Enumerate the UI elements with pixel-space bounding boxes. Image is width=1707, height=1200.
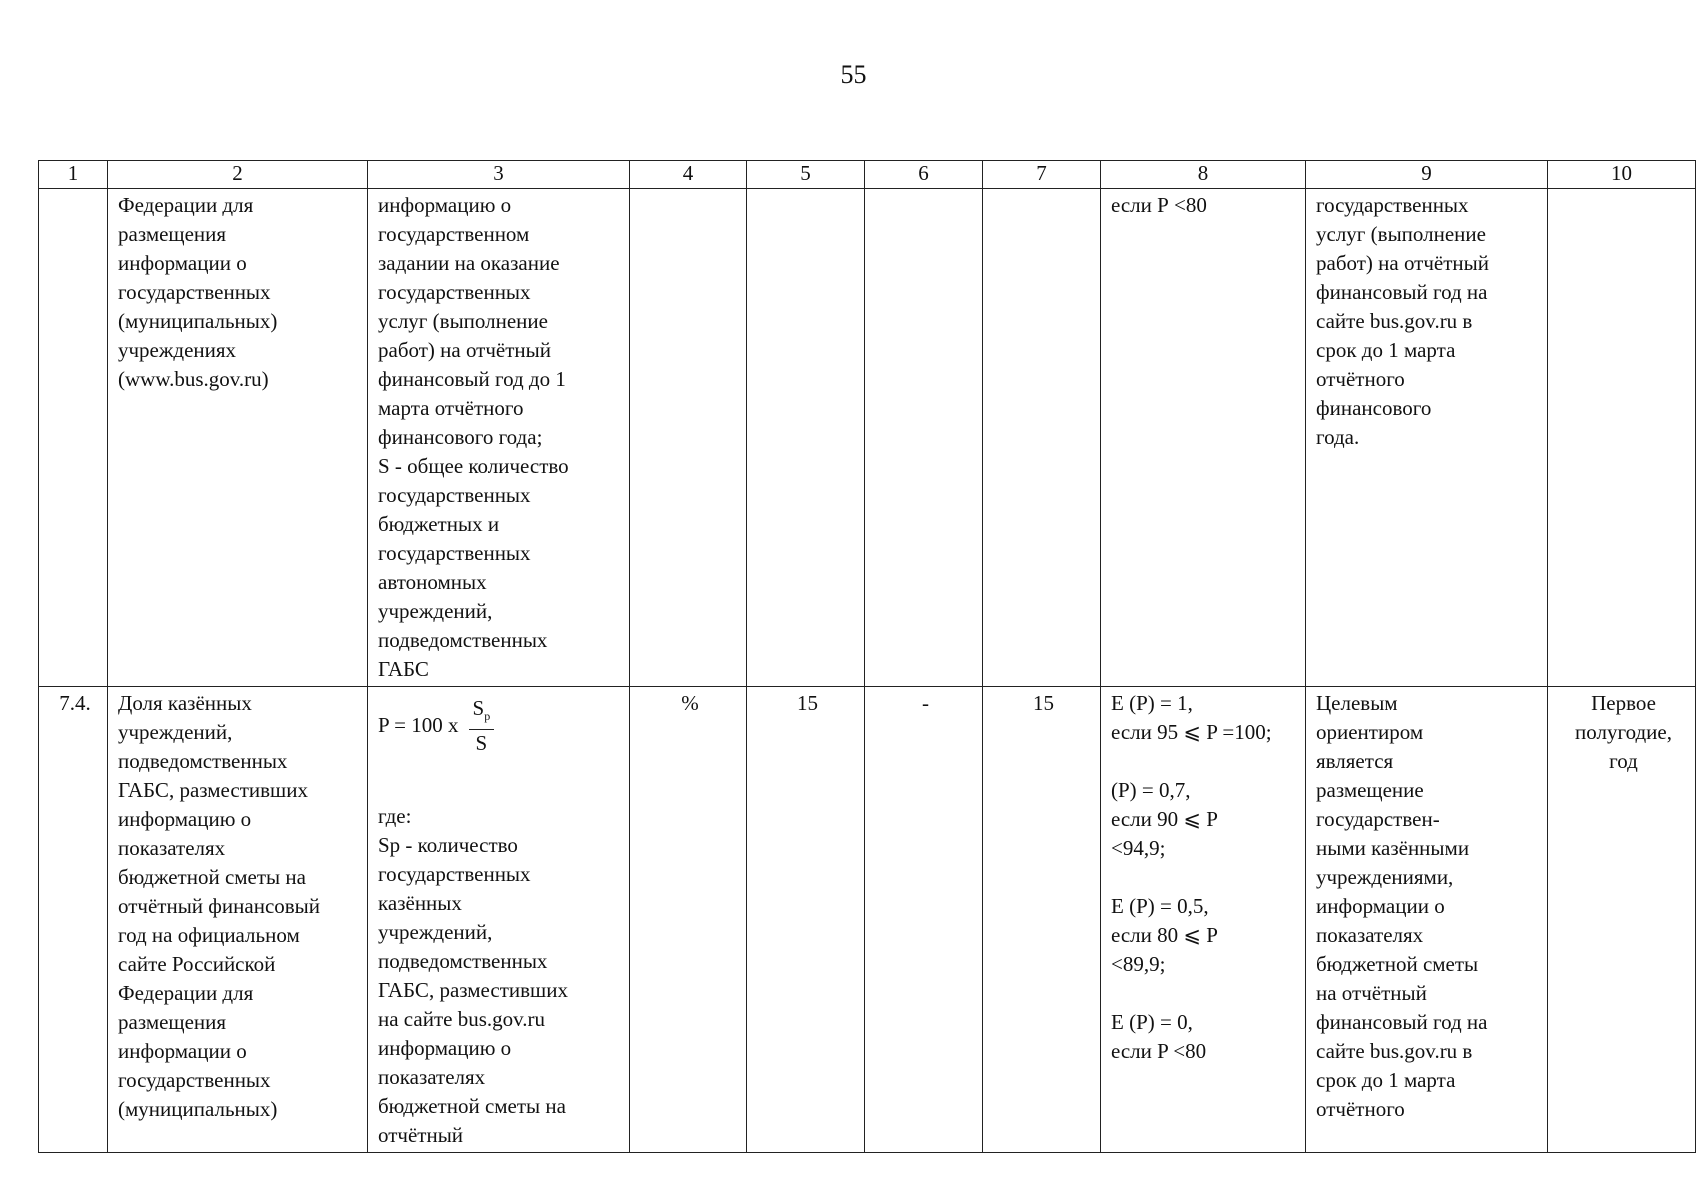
text-line: ными казёнными [1316, 836, 1470, 860]
text-line: сайте Российской [118, 952, 276, 976]
formula-numerator: S [472, 696, 485, 720]
text-line: подведомственных [378, 628, 548, 652]
header-cell: 2 [108, 161, 368, 189]
cell-unit [630, 189, 747, 687]
header-cell: 5 [747, 161, 865, 189]
text-line: бюджетных и [378, 512, 500, 536]
text-line: государственном [378, 222, 530, 246]
header-cell: 8 [1101, 161, 1306, 189]
text-line: сайте bus.gov.ru в [1316, 309, 1473, 333]
text-line: (муниципальных) [118, 1097, 278, 1121]
text-line: бюджетной сметы на [118, 865, 306, 889]
text-line: государственных [1316, 193, 1469, 217]
cell-target [1306, 687, 1548, 1153]
spacer [1111, 979, 1299, 1008]
text-line: <89,9; [1111, 952, 1166, 976]
page-number: 55 [840, 60, 867, 89]
text-line: учреждениями, [1316, 865, 1454, 889]
text-line: показателях [1316, 923, 1424, 947]
text-line: учреждений, [378, 920, 493, 945]
text-line: бюджетной сметы на [378, 1094, 566, 1119]
cell-weight: 15 [747, 687, 865, 1153]
text-line: года. [1316, 425, 1360, 449]
text-line: отчётного [1316, 367, 1405, 391]
cell-col6: - [865, 687, 983, 1153]
text-line: если Р <80 [1111, 193, 1207, 217]
header-cell: 1 [39, 161, 108, 189]
text-line: услуг (выполнение [1316, 222, 1486, 246]
cell-period [1548, 687, 1696, 1153]
text-line: полугодие, [1575, 720, 1672, 744]
text-line: отчётный [378, 1123, 464, 1148]
text-line: работ) на отчётный [1316, 251, 1490, 275]
row-7-4 [39, 687, 1696, 1153]
header-cell: 6 [865, 161, 983, 189]
text-line: если 95 ⩽ P =100; [1111, 720, 1272, 744]
cell-col7: 15 [983, 687, 1101, 1153]
text-line: Федерации для [118, 193, 254, 217]
text-line: Целевым [1316, 691, 1398, 715]
text-line: размещения [118, 1010, 227, 1034]
text-line: на отчётный [1316, 981, 1427, 1005]
text-line: год на официальном [118, 923, 300, 947]
text-line: финансовый год на [1316, 1010, 1488, 1034]
text-line: государственных [378, 280, 531, 304]
text-line: размещение [1316, 778, 1424, 802]
text-line: срок до 1 марта [1316, 338, 1456, 362]
text-line: год [1609, 749, 1638, 773]
formula [378, 695, 623, 756]
cell-evaluation [1101, 189, 1306, 687]
text-line: марта отчётного [378, 396, 524, 420]
cell-number [39, 189, 108, 687]
cell-evaluation [1101, 687, 1306, 1153]
text-line: если 80 ⩽ P [1111, 923, 1218, 947]
text-line: на сайте bus.gov.ru [378, 1007, 545, 1032]
text-line: бюджетной сметы [1316, 952, 1479, 976]
text-line: учреждениях [118, 338, 237, 362]
text-line: информацию о [378, 1036, 512, 1061]
text-line: финансового года; [378, 425, 543, 449]
text-line: учреждений, [378, 599, 493, 623]
cell-indicator-name [108, 189, 368, 687]
text-line: ГАБС [378, 657, 429, 681]
text-line: отчётный финансовый [118, 894, 321, 918]
text-line: отчётного [1316, 1097, 1405, 1121]
text-line: ГАБС, разместивших [118, 778, 308, 802]
text-line: если P <80 [1111, 1039, 1207, 1063]
text-line: E (P) = 1, [1111, 691, 1193, 715]
text-line: Sp - количество [378, 833, 518, 858]
text-line: государственных [378, 483, 531, 507]
text-line: казённых [378, 891, 462, 916]
text-line: финансовый год до 1 [378, 367, 566, 391]
continuation-row [39, 189, 1696, 687]
text-line: информации о [118, 1039, 247, 1063]
text-line: финансового [1316, 396, 1432, 420]
text-line: если 90 ⩽ P [1111, 807, 1218, 831]
text-line: где: [378, 804, 412, 829]
text-line: информации о [1316, 894, 1445, 918]
text-line: <94,9; [1111, 836, 1166, 860]
header-cell: 10 [1548, 161, 1696, 189]
text-line: работ) на отчётный [378, 338, 552, 362]
text-line: задании на оказание [378, 251, 560, 275]
text-line: показателях [378, 1065, 486, 1090]
text-line: информацию о [378, 193, 512, 217]
text-line: подведомственных [378, 949, 548, 974]
text-line: E (P) = 0, [1111, 1010, 1193, 1034]
text-line: информацию о [118, 807, 252, 831]
text-line: показателях [118, 836, 226, 860]
cell-unit: % [630, 687, 747, 1153]
text-line: финансовый год на [1316, 280, 1488, 304]
text-line: Федерации для [118, 981, 254, 1005]
header-row [39, 161, 1696, 189]
spacer [1111, 863, 1299, 892]
text-line: информации о [118, 251, 247, 275]
text-line: Доля казённых [118, 691, 252, 715]
cell-indicator-name [108, 687, 368, 1153]
text-line: государственных [378, 541, 531, 565]
header-cell: 9 [1306, 161, 1548, 189]
formula-lhs: P = 100 x [378, 713, 459, 738]
cell-col6 [865, 189, 983, 687]
cell-target [1306, 189, 1548, 687]
header-cell: 7 [983, 161, 1101, 189]
text-line: государственных [118, 280, 271, 304]
formula-fraction [469, 695, 495, 756]
text-line: является [1316, 749, 1394, 773]
text-line: государственных [118, 1068, 271, 1092]
formula-denominator: S [475, 731, 488, 756]
text-line: подведомственных [118, 749, 288, 773]
spacer [1111, 747, 1299, 776]
text-line: учреждений, [118, 720, 233, 744]
text-line: S - общее количество [378, 454, 569, 478]
text-line: услуг (выполнение [378, 309, 548, 333]
header-cell: 3 [368, 161, 630, 189]
cell-weight [747, 189, 865, 687]
cell-formula [368, 687, 630, 1153]
text-line: E (P) = 0,5, [1111, 894, 1209, 918]
text-line: ориентиром [1316, 720, 1424, 744]
cell-col7 [983, 189, 1101, 687]
cell-formula [368, 189, 630, 687]
indicators-table [38, 160, 1696, 1153]
text-line: размещения [118, 222, 227, 246]
cell-period [1548, 189, 1696, 687]
formula-numerator-sub: p [484, 709, 491, 724]
text-line: автономных [378, 570, 487, 594]
text-line: государственных [378, 862, 531, 887]
text-line: (P) = 0,7, [1111, 778, 1191, 802]
text-line: (муниципальных) [118, 309, 278, 333]
header-cell: 4 [630, 161, 747, 189]
cell-number: 7.4. [39, 687, 108, 1153]
text-line: (www.bus.gov.ru) [118, 367, 269, 391]
text-line: государствен- [1316, 807, 1440, 831]
text-line: ГАБС, разместивших [378, 978, 568, 1003]
text-line: Первое [1591, 691, 1656, 715]
text-line: срок до 1 марта [1316, 1068, 1456, 1092]
text-line: сайте bus.gov.ru в [1316, 1039, 1473, 1063]
